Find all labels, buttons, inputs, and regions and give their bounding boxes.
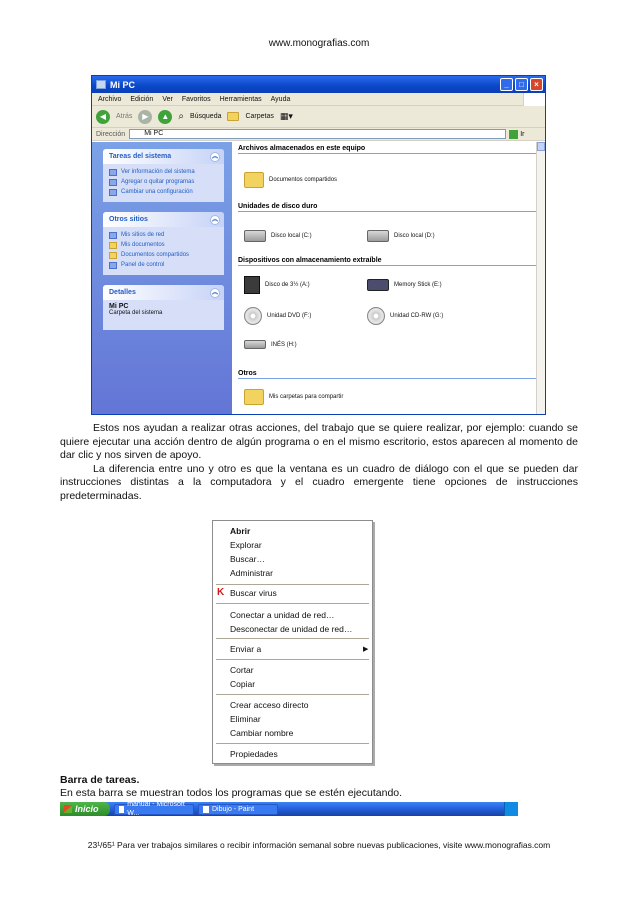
drive-item[interactable] (244, 389, 343, 405)
settings-icon (109, 189, 117, 196)
drive-item[interactable] (244, 172, 337, 188)
place-label[interactable]: Documentos compartidos (121, 252, 190, 258)
address-input[interactable]: Mi PC (129, 129, 506, 139)
antivirus-icon: K (217, 587, 225, 598)
menu-item-eliminar[interactable]: Eliminar (230, 714, 261, 724)
taskbar-button-paint[interactable] (198, 804, 278, 815)
item-label: Documentos compartidos (269, 177, 338, 183)
windows-flag-icon (64, 805, 72, 813)
menu-item-administrar[interactable]: Administrar (230, 568, 273, 578)
windows-logo-icon (523, 93, 545, 106)
taskbar-button-label: Dibujo - Paint (212, 805, 255, 813)
collapse-chevron-icon[interactable]: ︽ (211, 289, 218, 296)
memory-stick-icon (367, 279, 389, 291)
network-icon (109, 232, 117, 239)
menu-separator (216, 694, 369, 695)
item-label: Disco local (D:) (394, 233, 435, 239)
folders-label[interactable]: Carpetas (245, 113, 274, 120)
menu-separator (216, 603, 369, 604)
item-label: Unidad DVD (F:) (267, 313, 312, 319)
item-label: Unidad CD-RW (G:) (390, 313, 444, 319)
items-pane (232, 142, 545, 414)
search-icon[interactable]: ⌕ (178, 111, 184, 122)
maximize-button[interactable]: □ (515, 78, 528, 91)
place-link[interactable] (109, 260, 218, 270)
place-label[interactable]: Mis sitios de red (121, 232, 165, 238)
menu-ver[interactable]: Ver (162, 95, 173, 103)
toolbar (92, 106, 545, 128)
menu-separator (216, 743, 369, 744)
system-tasks-panel (103, 149, 224, 202)
place-link[interactable] (109, 250, 218, 260)
menu-item-conectar-red[interactable]: Conectar a unidad de red… (230, 610, 335, 620)
section-heading: Barra de tareas. (60, 774, 140, 786)
forward-arrow-icon[interactable]: ▶ (138, 110, 152, 124)
scroll-up-icon[interactable] (537, 142, 545, 151)
window-content (92, 142, 545, 414)
drive-item[interactable] (367, 230, 435, 242)
menu-herramientas[interactable]: Herramientas (219, 95, 262, 103)
collapse-chevron-icon[interactable]: ︽ (211, 216, 218, 223)
drive-item[interactable] (244, 307, 311, 325)
body-paragraphs (60, 422, 578, 503)
word-icon (119, 806, 124, 813)
place-link[interactable] (109, 230, 218, 240)
section-header: Otros (238, 369, 538, 379)
item-label: Mis carpetas para compartir (269, 394, 344, 400)
start-label: Inicio (75, 804, 99, 814)
title-bar (92, 76, 545, 93)
programs-icon (109, 179, 117, 186)
task-label[interactable]: Agregar o quitar programas (121, 179, 195, 185)
section-header: Dispositivos con almacenamiento extraíble (238, 256, 538, 266)
taskbar-button-label: manual - Microsoft W... (127, 801, 185, 817)
floppy-icon (244, 276, 260, 294)
go-arrow-icon[interactable] (509, 130, 518, 139)
menu-item-cortar[interactable]: Cortar (230, 665, 254, 675)
drive-item[interactable] (367, 307, 443, 325)
taskbar (60, 802, 518, 816)
search-label[interactable]: Búsqueda (189, 113, 222, 120)
menu-separator (216, 659, 369, 660)
hard-drive-icon (367, 230, 389, 242)
vertical-scrollbar[interactable] (536, 142, 545, 414)
menu-favoritos[interactable]: Favoritos (181, 95, 211, 103)
menu-item-desconectar-red[interactable]: Desconectar de unidad de red… (230, 624, 353, 634)
menu-separator (216, 638, 369, 639)
shared-folder-icon (244, 172, 264, 188)
info-icon (109, 169, 117, 176)
item-label: INÉS (H:) (271, 341, 297, 348)
menu-item-buscar-virus[interactable]: Buscar virus (230, 588, 277, 598)
back-label[interactable]: Atrás (116, 113, 133, 120)
item-label: Memory Stick (E:) (394, 282, 442, 288)
taskbar-button-word[interactable] (114, 801, 194, 817)
menu-item-crear-acceso[interactable]: Crear acceso directo (230, 700, 309, 710)
header-url: www.monografias.com (268, 38, 370, 49)
menu-item-copiar[interactable]: Copiar (230, 679, 256, 689)
other-places-panel (103, 212, 224, 275)
views-icon[interactable]: ▦▾ (279, 111, 293, 121)
menu-item-propiedades[interactable]: Propiedades (230, 749, 278, 759)
address-bar (92, 128, 545, 141)
detail-subtitle: Carpeta del sistema (109, 310, 163, 316)
usb-drive-icon (244, 340, 266, 349)
go-label[interactable]: Ir (520, 130, 525, 138)
place-label[interactable]: Mis documentos (121, 242, 165, 248)
dvd-icon (244, 307, 262, 325)
item-label: Disco local (C:) (271, 233, 312, 239)
up-folder-icon[interactable]: ▲ (158, 110, 172, 124)
task-label[interactable]: Cambiar una configuración (121, 189, 193, 195)
menu-ayuda[interactable]: Ayuda (270, 95, 291, 103)
menu-item-abrir[interactable]: Abrir (230, 526, 251, 536)
menu-item-buscar[interactable]: Buscar… (230, 554, 265, 564)
page-footer: 23¹/65¹ Para ver trabajos similares o recibir información semanal sobre nuevas publicaciones, visite www.monografias.com (87, 840, 551, 850)
computer-icon (96, 80, 106, 89)
drive-item[interactable] (244, 340, 297, 349)
panel-title[interactable]: Otros sitios (109, 216, 148, 223)
system-tray (504, 802, 518, 816)
back-arrow-icon[interactable]: ◀ (96, 110, 110, 124)
place-link[interactable] (109, 240, 218, 250)
paint-icon (203, 806, 209, 813)
section-header: Unidades de disco duro (238, 202, 538, 212)
panel-title[interactable]: Tareas del sistema (109, 153, 172, 160)
hard-drive-icon (244, 230, 266, 242)
minimize-button[interactable]: _ (500, 78, 513, 91)
drive-item[interactable] (244, 230, 312, 242)
folder-icon (109, 252, 117, 259)
window-title: Mi PC (110, 79, 136, 90)
paragraph-help: Estos nos ayudan a realizar otras acciones, del trabajo que se quiere realizar, por ejemplo: cuando se quiere ejecutar una acción dentro de algún programa o en el mismo escritorio, estos aparecen al momento de dar clic y nos sirven de apoyo. (60, 422, 578, 461)
paragraph-difference: La diferencia entre uno y otro es que la ventana es un cuadro de diálogo con el que se pueden dar instrucciones distintas a la computadora y el cuadro emergente tiene opciones de instrucciones predeterminadas. (60, 462, 578, 502)
section-header: Archivos almacenados en este equipo (238, 144, 538, 154)
address-label: Dirección (96, 130, 126, 138)
menu-archivo[interactable]: Archivo (98, 95, 122, 103)
task-link[interactable] (109, 167, 218, 177)
control-panel-icon (109, 262, 117, 269)
menu-item-explorar[interactable]: Explorar (230, 540, 262, 550)
drive-item[interactable] (244, 276, 310, 294)
task-link[interactable] (109, 177, 218, 187)
details-panel (103, 285, 224, 330)
context-menu (212, 520, 373, 764)
detail-title: Mi PC (109, 303, 129, 310)
section-text: En esta barra se muestran todos los programas que se estén ejecutando. (60, 787, 403, 799)
task-label[interactable]: Ver información del sistema (121, 169, 195, 175)
item-label: Disco de 3½ (A:) (265, 282, 310, 288)
drive-item[interactable] (367, 279, 442, 291)
cd-icon (367, 307, 385, 325)
panel-title[interactable]: Detalles (109, 289, 136, 296)
submenu-arrow-icon: ▶ (363, 646, 369, 653)
menu-item-enviar-a[interactable]: Enviar a (230, 644, 262, 654)
collapse-chevron-icon[interactable]: ︽ (211, 153, 218, 160)
place-label[interactable]: Panel de control (121, 262, 165, 268)
folder-icon (109, 242, 117, 249)
my-computer-window (91, 75, 546, 415)
task-link[interactable] (109, 187, 218, 197)
menu-bar (92, 93, 545, 106)
menu-item-cambiar-nombre[interactable]: Cambiar nombre (230, 728, 294, 738)
shared-folder-icon (244, 389, 264, 405)
folders-icon[interactable] (227, 112, 239, 121)
menu-separator (216, 584, 369, 585)
task-pane (92, 142, 232, 414)
start-button[interactable] (60, 802, 110, 816)
close-button[interactable]: × (530, 78, 543, 91)
menu-edicion[interactable]: Edición (130, 95, 154, 103)
